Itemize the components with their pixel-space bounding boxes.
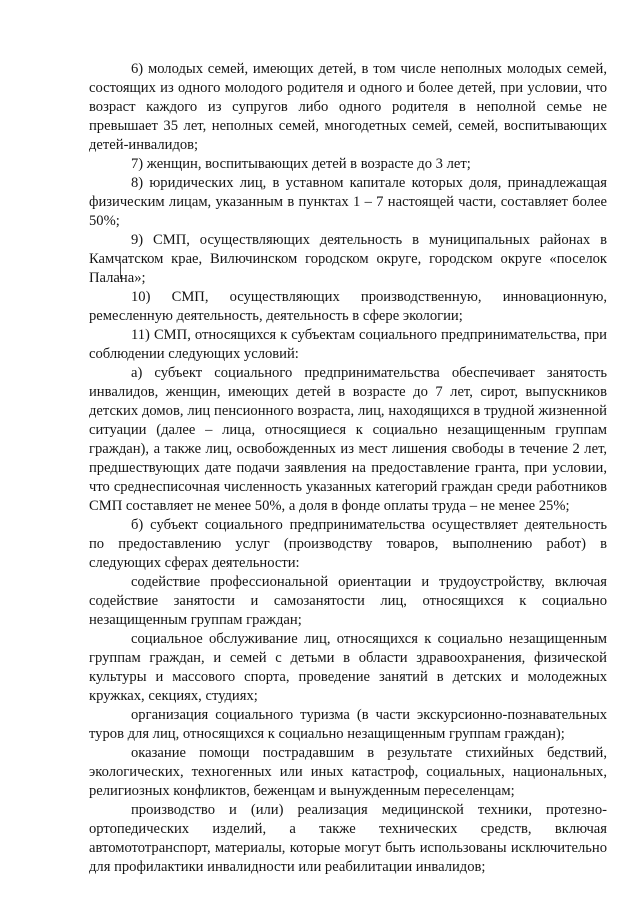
paragraph-activity-employment: содействие профессиональной ориентации и трудоустройству, включая содействие занятости и самозанятости лиц, относящихся к социально незащищенным группам граждан; xyxy=(89,574,607,628)
paragraph-activity-medical-production: производство и (или) реализация медицинской техники, протезно-ортопедических изделий, а также технических средств, включая автомототранспорт, материалы, которые могут быть использованы исключительно для профилактики инвалидности или реабилитации инвалидов; xyxy=(89,802,607,875)
paragraph-item-10: 10) СМП, осуществляющих производственную, инновационную, ремесленную деятельность, деятельность в сфере экологии; xyxy=(89,289,607,324)
paragraph-item-6: 6) молодых семей, имеющих детей, в том числе неполных молодых семей, состоящих из одного молодого родителя и одного и более детей, при условии, что возраст каждого из супругов либо одного родителя в неполной семье не превышает 35 лет, неполных семей, многодетных семей, семей, воспитывающих детей-инвалидов; xyxy=(89,61,607,153)
paragraph-activity-social-service: социальное обслуживание лиц, относящихся к социально незащищенным группам граждан, и семей с детьми в области здравоохранения, физической культуры и массового спорта, проведение занятий в детских и молодежных кружках, секциях, студиях; xyxy=(89,631,607,704)
paragraph-activity-disaster-aid: оказание помощи пострадавшим в результате стихийных бедствий, экологических, техногенных или иных катастроф, социальных, национальных, религиозных конфликтов, беженцам и вынужденным переселенцам; xyxy=(89,745,607,799)
paragraph-subitem-a: а) субъект социального предпринимательства обеспечивает занятость инвалидов, женщин, имеющих детей в возрасте до 7 лет, сирот, выпускников детских домов, лиц пенсионного возраста, лиц, находящихся в трудной жизненной ситуации (далее – лица, относящиеся к социально незащищенным группам граждан), а также лиц, освобожденных из мест лишения свободы в течение 2 лет, предшествующих дате подачи заявления на предоставление гранта, при условии, что среднесписочная численность указанных категорий граждан среди работников СМП составляет не менее 50%, а доля в фонде оплаты труда – не менее 25%; xyxy=(89,365,607,514)
document-body xyxy=(89,60,607,877)
paragraph-item-7: 7) женщин, воспитывающих детей в возрасте до 3 лет; xyxy=(131,156,471,172)
paragraph-subitem-b: б) субъект социального предпринимательства осуществляет деятельность по предоставлению услуг (производству товаров, выполнению работ) в следующих сферах деятельности: xyxy=(89,517,607,571)
paragraph-item-8: 8) юридических лиц, в уставном капитале которых доля, принадлежащая физическим лицам, указанным в пунктах 1 – 7 настоящей части, составляет более 50%; xyxy=(89,175,607,229)
paragraph-item-11: 11) СМП, относящихся к субъектам социального предпринимательства, при соблюдении следующих условий: xyxy=(89,327,607,362)
paragraph-activity-tourism: организация социального туризма (в части экскурсионно-познавательных туров для лиц, относящихся к социально незащищенным группам граждан); xyxy=(89,707,607,742)
paragraph-item-9: 9) СМП, осуществляющих деятельность в муниципальных районах в Камчатском крае, Вилючинском городском округе, городском округе «поселок Палана»; xyxy=(89,232,607,286)
